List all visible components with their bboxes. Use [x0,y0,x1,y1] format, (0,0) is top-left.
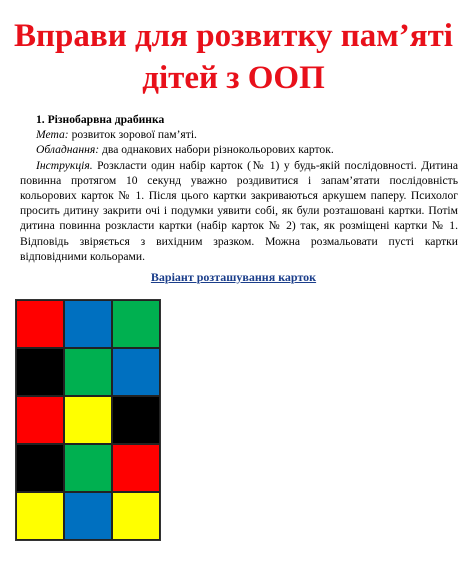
card-blue [112,348,160,396]
instruction-paragraph [20,158,458,264]
card-red [112,444,160,492]
equipment-text: два однакових набори різнокольорових карток. [99,143,334,157]
card-red [16,396,64,444]
card-black [16,444,64,492]
instruction-text: Розкласти один набір карток (№ 1) у будь-якій послідовності. Дитина повинна протягом 10 секунд уважно роздивитися і запам’ятати послідовність кольорових карток № 1. Після цього картки закриваються аркушем паперу. Психолог просить дитину закрити очі і подумки уявити собі, як були розташовані картки. Потім дитина повинна розкласти картки (набір карток № 2) так, як розміщені картки № 1. Відповідь звіряється з вихідним зразком. Можна розмальовати пусті картки відповідними кольорами. [20,158,458,263]
layout-caption: Варіант розташування карток [150,270,317,284]
card-black [16,348,64,396]
goal-paragraph [36,127,458,142]
card-black [112,396,160,444]
card-grid [15,299,161,541]
title-line-2: дітей з ООП [142,60,325,96]
card-red [16,300,64,348]
card-yellow [64,396,112,444]
card-yellow [112,492,160,540]
card-blue [64,300,112,348]
card-green [64,348,112,396]
card-green [112,300,160,348]
card-blue [64,492,112,540]
title-line-1: Вправи для розвитку пам’яті [14,18,453,54]
equipment-paragraph [36,142,458,157]
exercise-heading: 1. Різнобарвна драбинка [36,113,165,126]
goal-text: розвиток зорової пам’яті. [68,128,197,142]
instruction-label: Інструкція. [36,158,93,172]
equipment-label: Обладнання: [36,143,100,157]
goal-label: Мета: [36,128,69,142]
exercise-section [20,112,458,264]
card-yellow [16,492,64,540]
page-title [0,15,467,99]
card-green [64,444,112,492]
